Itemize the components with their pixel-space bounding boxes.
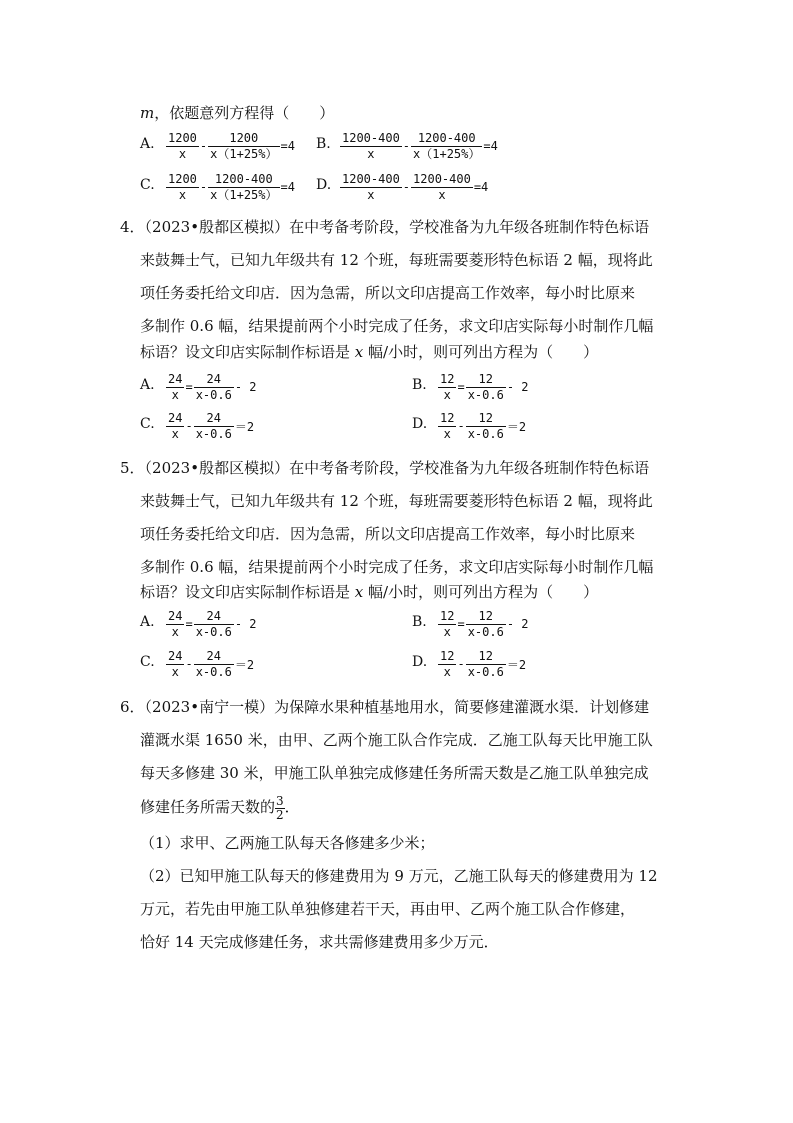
option-equation: [438, 645, 527, 683]
q4-line-1: 4．（2023•殷都区模拟）在中考备考阶段，学校准备为九年级各班制作特色标语: [120, 218, 650, 236]
denominator: x: [178, 146, 187, 161]
fraction: [166, 131, 199, 162]
numerator: 12: [440, 648, 455, 663]
q5-line-3: 项任务委托给文印店．因为急需，所以文印店提高工作效率，每小时比原来: [140, 525, 636, 543]
numerator: 24: [168, 371, 183, 386]
right-hand-side: - 2: [506, 617, 529, 631]
fraction: [208, 172, 279, 203]
numerator: 24: [194, 609, 234, 625]
q4-line-2: 来鼓舞士气，已知九年级共有 12 个班，每班需要菱形特色标语 2 幅，现将此: [140, 251, 653, 269]
numerator: 12: [466, 411, 506, 427]
right-hand-side: =4: [280, 180, 295, 194]
numerator: 24: [194, 411, 234, 427]
option-label: B.: [412, 614, 427, 630]
denominator: x-0.6: [195, 624, 232, 639]
operator: -: [457, 419, 465, 433]
denominator: x: [443, 387, 451, 402]
numerator: 12: [440, 371, 455, 386]
numerator: 24: [168, 648, 183, 663]
fraction: [466, 411, 506, 442]
fraction: [166, 172, 199, 203]
option-equation: [438, 407, 527, 445]
right-hand-side: =4: [483, 139, 498, 153]
denominator: x: [443, 426, 451, 441]
operator: -: [199, 139, 208, 153]
fraction: [411, 172, 473, 203]
denominator: x-0.6: [467, 664, 504, 679]
variable-m: m: [140, 104, 155, 122]
q6-subquestion-2-line-2: 万元，若先由甲施工队单独修建若干天，再由甲、乙两个施工队合作修建，: [140, 900, 636, 918]
fraction: [340, 131, 402, 162]
denominator: x: [443, 624, 451, 639]
option-equation: [166, 605, 258, 643]
q5-line-2: 来鼓舞士气，已知九年级共有 12 个班，每班需要菱形特色标语 2 幅，现将此: [140, 492, 653, 510]
denominator: x: [171, 664, 179, 679]
fraction: [438, 649, 456, 680]
q6-subquestion-1: （1）求甲、乙两施工队每天各修建多少米；: [140, 834, 435, 852]
denominator: x: [438, 187, 446, 202]
denominator: x: [443, 664, 451, 679]
option-label: C.: [140, 177, 155, 193]
q6-line-3: 每天多修建 30 米，甲施工队单独完成修建任务所需天数是乙施工队单独完成: [140, 764, 649, 782]
denominator: x: [171, 387, 179, 402]
q5-line-4: 多制作 0.6 幅，结果提前两个小时完成了任务，求文印店实际每小时制作几幅: [140, 558, 654, 576]
right-hand-side: - 2: [234, 617, 257, 631]
numerator: 24: [194, 372, 234, 388]
numerator: 1200-400: [342, 171, 400, 186]
denominator: x: [367, 146, 375, 161]
option-label: A.: [140, 614, 155, 630]
fraction: [466, 649, 506, 680]
denominator: x-0.6: [467, 387, 504, 402]
fraction: [194, 411, 234, 442]
numerator: 1200-400: [208, 172, 279, 188]
denominator: x（1+25%）: [210, 187, 278, 202]
denominator: x-0.6: [467, 624, 504, 639]
option-label: D.: [316, 177, 332, 193]
numerator: 12: [440, 608, 455, 623]
operator: =: [457, 380, 465, 394]
fraction: [466, 372, 506, 403]
q6-subquestion-2-line-1: （2）已知甲施工队每天的修建费用为 9 万元，乙施工队每天的修建费用为 12: [140, 867, 658, 885]
right-hand-side: =4: [473, 180, 489, 194]
option-label: D.: [412, 416, 428, 432]
fraction: [194, 372, 234, 403]
numerator: 12: [466, 609, 506, 625]
option-equation: [166, 645, 255, 683]
q5-line-1: 5．（2023•殷都区模拟）在中考备考阶段，学校准备为九年级各班制作特色标语: [120, 459, 650, 477]
q5-line-5: 标语？设文印店实际制作标语是 x 幅/小时，则可列出方程为（ ）: [140, 583, 599, 601]
option-equation: [166, 127, 296, 165]
operator: =: [457, 617, 465, 631]
denominator: x-0.6: [195, 426, 232, 441]
operator: -: [185, 419, 193, 433]
fraction: [166, 609, 184, 640]
q6-line-4: 修建任务所需天数的 $\frac{3}{2}$ ．: [140, 793, 300, 822]
option-equation: [438, 605, 530, 643]
numerator: 12: [466, 372, 506, 388]
option-label: A.: [140, 377, 155, 393]
operator: -: [402, 139, 411, 153]
q4-line-3: 项任务委托给文印店．因为急需，所以文印店提高工作效率，每小时比原来: [140, 284, 636, 302]
numerator: 24: [168, 608, 183, 623]
operator: =: [185, 617, 193, 631]
q6-line-2: 灌溉水渠 1650 米，由甲、乙两个施工队合作完成．乙施工队每天比甲施工队: [140, 731, 653, 749]
denominator: x-0.6: [467, 426, 504, 441]
denominator: x: [171, 426, 179, 441]
numerator: 1200-400: [411, 131, 482, 147]
option-label: A.: [140, 136, 155, 152]
option-equation: [166, 368, 258, 406]
denominator: x: [171, 624, 179, 639]
fraction: [166, 411, 184, 442]
numerator: 1200: [168, 171, 197, 186]
operator: -: [402, 180, 411, 194]
fraction: [194, 649, 234, 680]
option-equation: [340, 127, 499, 165]
fraction: [166, 649, 184, 680]
q3-stem-text: ，依题意列方程得（ ）: [154, 104, 335, 122]
numerator: 1200-400: [342, 130, 400, 145]
numerator: 1200: [168, 130, 197, 145]
fraction-three-halves: $\frac{3}{2}$: [276, 793, 284, 822]
right-hand-side: ＝2: [506, 657, 527, 672]
option-equation: [166, 168, 296, 206]
right-hand-side: - 2: [506, 380, 529, 394]
fraction: [411, 131, 482, 162]
option-equation: [438, 368, 530, 406]
numerator: 1200: [208, 131, 279, 147]
right-hand-side: ＝2: [506, 419, 527, 434]
fraction: [166, 372, 184, 403]
fraction: [438, 609, 456, 640]
fraction: [208, 131, 279, 162]
q3-stem-tail: [140, 103, 334, 123]
operator: -: [185, 657, 193, 671]
option-label: D.: [412, 654, 428, 670]
option-label: C.: [140, 416, 155, 432]
q4-line-5: 标语？设文印店实际制作标语是 x 幅/小时，则可列出方程为（ ）: [140, 343, 599, 361]
numerator: 12: [440, 410, 455, 425]
option-label: B.: [316, 136, 331, 152]
option-equation: [166, 407, 255, 445]
numerator: 24: [168, 410, 183, 425]
denominator: x: [178, 187, 187, 202]
operator: =: [185, 380, 193, 394]
fraction: [194, 609, 234, 640]
fraction: [438, 372, 456, 403]
fraction: [438, 411, 456, 442]
option-equation: [340, 168, 489, 206]
operator: -: [199, 180, 208, 194]
q4-line-4: 多制作 0.6 幅，结果提前两个小时完成了任务，求文印店实际每小时制作几幅: [140, 317, 654, 335]
right-hand-side: ＝2: [234, 419, 255, 434]
q6-subquestion-2-line-3: 恰好 14 天完成修建任务，求共需修建费用多少万元．: [140, 933, 499, 951]
right-hand-side: ＝2: [234, 657, 255, 672]
numerator: 12: [466, 649, 506, 665]
fraction: [466, 609, 506, 640]
denominator: x: [367, 187, 375, 202]
fraction: [340, 172, 402, 203]
numerator: 24: [194, 649, 234, 665]
option-label: B.: [412, 377, 427, 393]
right-hand-side: =4: [280, 139, 295, 153]
denominator: x（1+25%）: [413, 146, 481, 161]
right-hand-side: - 2: [234, 380, 257, 394]
denominator: x（1+25%）: [210, 146, 278, 161]
denominator: x-0.6: [195, 387, 232, 402]
denominator: x-0.6: [195, 664, 232, 679]
q6-line-1: 6．（2023•南宁一模）为保障水果种植基地用水，简要修建灌溉水渠．计划修建: [120, 698, 650, 716]
option-label: C.: [140, 654, 155, 670]
operator: -: [457, 657, 465, 671]
numerator: 1200-400: [413, 171, 471, 186]
